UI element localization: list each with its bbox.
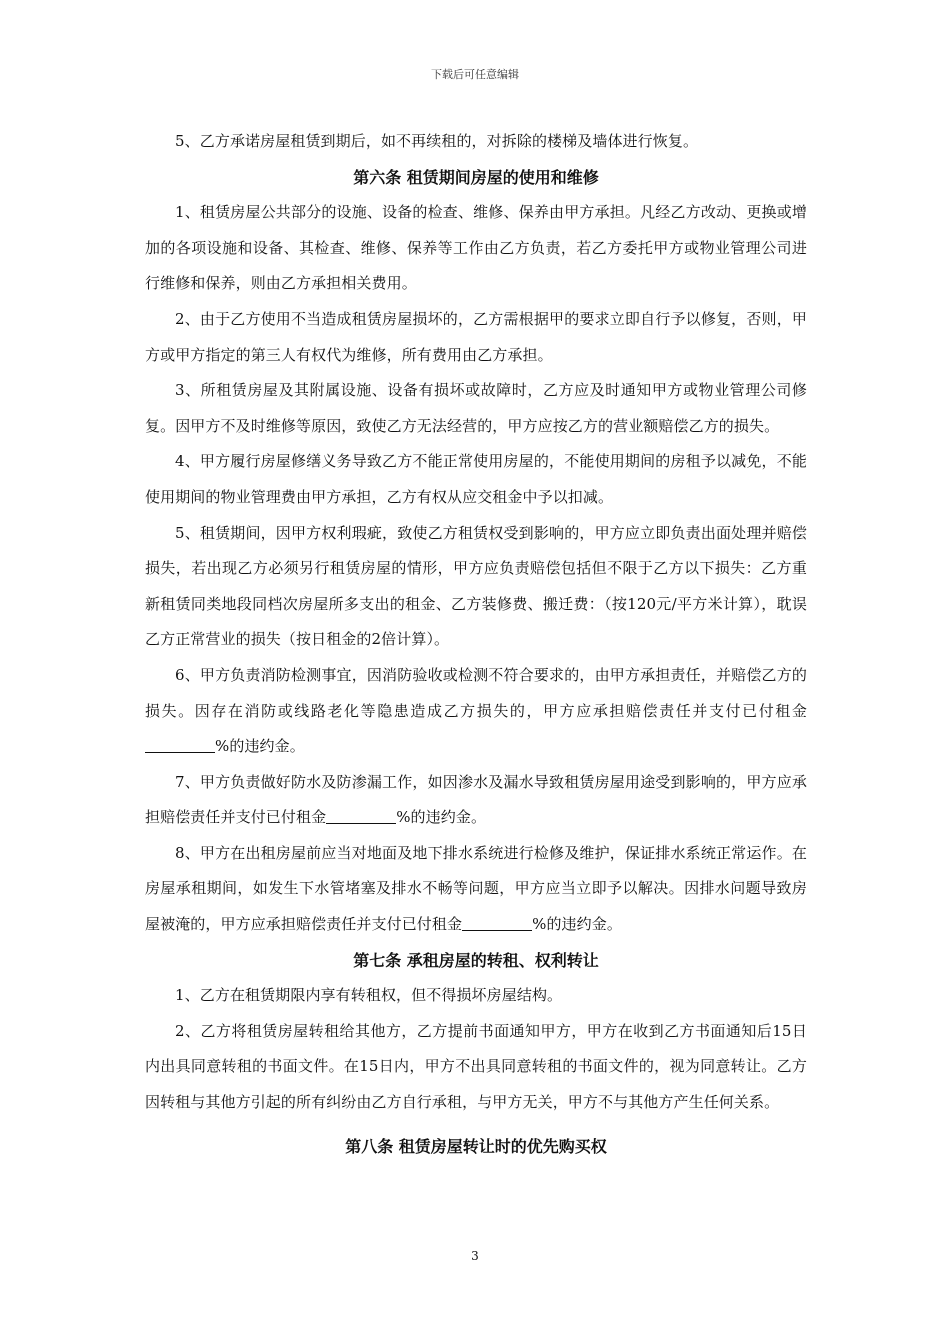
paragraph-art7-item1: 1、乙方在租赁期限内享有转租权，但不得损坏房屋结构。 bbox=[175, 986, 563, 1005]
paragraph-art6-item3: 3、所租赁房屋及其附属设施、设备有损坏或故障时，乙方应及时通知甲方或物业管理公司修复。因甲方不及时维修等原因，致使乙方无法经营的，甲方应按乙方的营业额赔偿乙方的损失。 bbox=[145, 381, 807, 435]
paragraph-art6-item4: 4、甲方履行房屋修缮义务导致乙方不能正常使用房屋的，不能使用期间的房租予以减免，不能使用期间的物业管理费由甲方承担，乙方有权从应交租金中予以扣减。 bbox=[145, 452, 807, 506]
paragraph-art6-item7 bbox=[145, 765, 807, 836]
paragraph-text: %的违约金。 bbox=[396, 808, 487, 827]
paragraph-text: 8、甲方在出租房屋前应当对地面及地下排水系统进行检修及维护，保证排水系统正常运作。在房屋承租期间，如发生下水管堵塞及排水不畅等问题，甲方应当立即予以解决。因排水问题导致房屋被淹的，甲方应承担赔偿责任并支付已付租金 bbox=[145, 843, 807, 934]
page-number: 3 bbox=[471, 1249, 479, 1263]
document-body bbox=[145, 124, 807, 1164]
paragraph-text: %的违约金。 bbox=[215, 737, 305, 756]
page-header: 下载后可任意编辑 bbox=[431, 68, 519, 81]
paragraph-art7-item2: 2、乙方将租赁房屋转租给其他方，乙方提前书面通知甲方，甲方在收到乙方书面通知后15日内出具同意转租的书面文件。在15日内，甲方不出具同意转租的书面文件的，视为同意转让。乙方因转租与其他方引起的所有纠纷由乙方自行承租，与甲方无关，甲方不与其他方产生任何关系。 bbox=[145, 1021, 807, 1112]
article-8-heading: 第八条 租赁房屋转让时的优先购买权 bbox=[345, 1136, 607, 1156]
article-7-heading: 第七条 承租房屋的转租、权利转让 bbox=[353, 950, 599, 970]
paragraph-art6-item6 bbox=[145, 658, 807, 765]
fill-in-blank[interactable] bbox=[462, 915, 532, 931]
paragraph-art5-item5: 5、乙方承诺房屋租赁到期后，如不再续租的，对拆除的楼梯及墙体进行恢复。 bbox=[175, 132, 699, 150]
paragraph-art6-item2: 2、由于乙方使用不当造成租赁房屋损坏的，乙方需根据甲的要求立即自行予以修复，否则，甲方或甲方指定的第三人有权代为维修，所有费用由乙方承担。 bbox=[145, 309, 807, 364]
fill-in-blank[interactable] bbox=[145, 737, 215, 753]
paragraph-art6-item8 bbox=[145, 836, 807, 943]
paragraph-art6-item5: 5、租赁期间，因甲方权利瑕疵，致使乙方租赁权受到影响的，甲方应立即负责出面处理并赔偿损失，若出现乙方必须另行租赁房屋的情形，甲方应负责赔偿包括但不限于乙方以下损失：乙方重新租赁同类地段同档次房屋所多支出的租金、乙方装修费、搬迁费：（按120元/平方米计算），耽误乙方正常营业的损失（按日租金的2倍计算）。 bbox=[145, 523, 807, 649]
paragraph-text: 7、甲方负责做好防水及防渗漏工作，如因渗水及漏水导致租赁房屋用途受到影响的，甲方应承担赔偿责任并支付已付租金 bbox=[145, 772, 807, 827]
paragraph-text: %的违约金。 bbox=[532, 915, 622, 934]
article-6-heading: 第六条 租赁期间房屋的使用和维修 bbox=[353, 167, 599, 187]
paragraph-art6-item1: 1、租赁房屋公共部分的设施、设备的检查、维修、保养由甲方承担。凡经乙方改动、更换或增加的各项设施和设备、其检查、维修、保养等工作由乙方负责，若乙方委托甲方或物业管理公司进行维修和保养，则由乙方承担相关费用。 bbox=[145, 203, 807, 293]
paragraph-text: 6、甲方负责消防检测事宜，因消防验收或检测不符合要求的，由甲方承担责任，并赔偿乙方的损失。因存在消防或线路老化等隐患造成乙方损失的，甲方应承担赔偿责任并支付已付租金 bbox=[145, 665, 807, 720]
fill-in-blank[interactable] bbox=[326, 808, 396, 824]
